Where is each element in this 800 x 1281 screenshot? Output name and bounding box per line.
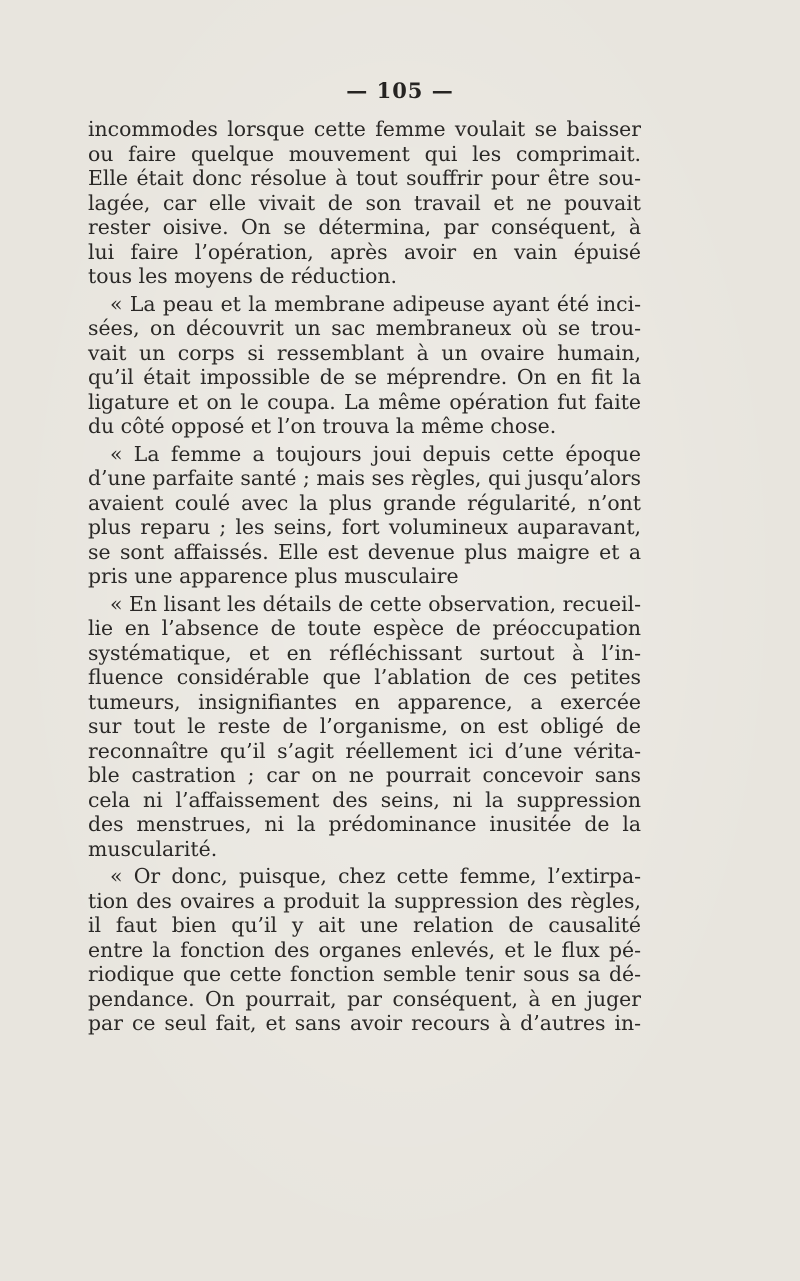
text-line: rester oisive. On se détermina, par conséquent, à (88, 215, 641, 239)
text-line: cela ni l’affaissement des seins, ni la suppression (88, 787, 641, 812)
text-line: « Or donc, puisque, chez cette femme, l’extirpa- (110, 864, 641, 888)
text-line: du côté opposé et l’on trouva la même chose. (88, 414, 557, 438)
text-line: lui faire l’opération, après avoir en vain épuisé (88, 239, 641, 264)
text-line: pris une apparence plus musculaire (88, 564, 459, 588)
text-line: muscularité. (88, 836, 218, 861)
text-line: systématique, et en réfléchissant surtout à l’in- (88, 640, 641, 665)
text-line: reconnaître qu’il s’agit réellement ici d’une vérita- (88, 738, 641, 763)
text-line: tumeurs, insignifiantes en apparence, a exercée (88, 689, 641, 714)
text-line: entre la fonction des organes enlevés, et le flux pé- (88, 937, 641, 962)
text-line: pendance. On pourrait, par conséquent, à en juger (88, 986, 641, 1011)
text-line: lagée, car elle vivait de son travail et ne pouvait (88, 190, 641, 215)
text-line: lie en l’absence de toute espèce de préoccupation (88, 616, 641, 640)
page-number: — 105 — (346, 78, 454, 103)
text-line: d’une parfaite santé ; mais ses règles, qui jusqu’alors (88, 466, 641, 490)
paragraph-5 (88, 864, 641, 1036)
text-line: vait un corps si ressemblant à un ovaire humain, (88, 340, 641, 365)
paragraph-3 (88, 442, 641, 589)
text-line: des menstrues, ni la prédominance inusitée de la (88, 812, 641, 836)
text-line: ble castration ; car on ne pourrait concevoir sans (88, 763, 641, 787)
text-line: avaient coulé avec la plus grande régularité, n’ont (88, 490, 641, 515)
text-line: plus reparu ; les seins, fort volumineux auparavant, (88, 515, 641, 539)
text-line: tous les moyens de réduction. (88, 264, 397, 288)
text-line: incommodes lorsque cette femme voulait se baisser (88, 117, 641, 141)
text-line: se sont affaissés. Elle est devenue plus maigre et a (88, 539, 641, 564)
text-line: sées, on découvrit un sac membraneux où se trou- (88, 316, 641, 340)
text-line: fluence considérable que l’ablation de ces petites (88, 665, 641, 689)
text-line: ligature et on le coupa. La même opération fut faite (88, 389, 641, 414)
text-line: sur tout le reste de l’organisme, on est obligé de (88, 714, 641, 738)
text-line: tion des ovaires a produit la suppression des règles, (88, 888, 641, 913)
text-line: qu’il était impossible de se méprendre. On en fit la (88, 365, 641, 389)
body-text (88, 117, 641, 1036)
text-line: « En lisant les détails de cette observation, recueil- (110, 591, 641, 616)
paragraph-4 (88, 592, 641, 862)
text-line: riodique que cette fonction semble tenir sous sa dé- (88, 962, 641, 986)
paragraph-1 (88, 117, 641, 289)
text-line: Elle était donc résolue à tout souffrir pour être sou- (88, 166, 641, 190)
text-line: ou faire quelque mouvement qui les comprimait. (88, 141, 641, 166)
paragraph-2 (88, 292, 641, 439)
text-line: il faut bien qu’il y ait une relation de causalité (88, 913, 641, 937)
text-line: par ce seul fait, et sans avoir recours à d’autres in- (88, 1011, 641, 1035)
text-line: « La femme a toujours joui depuis cette époque (110, 441, 641, 466)
text-line: « La peau et la membrane adipeuse ayant été inci- (110, 291, 641, 316)
